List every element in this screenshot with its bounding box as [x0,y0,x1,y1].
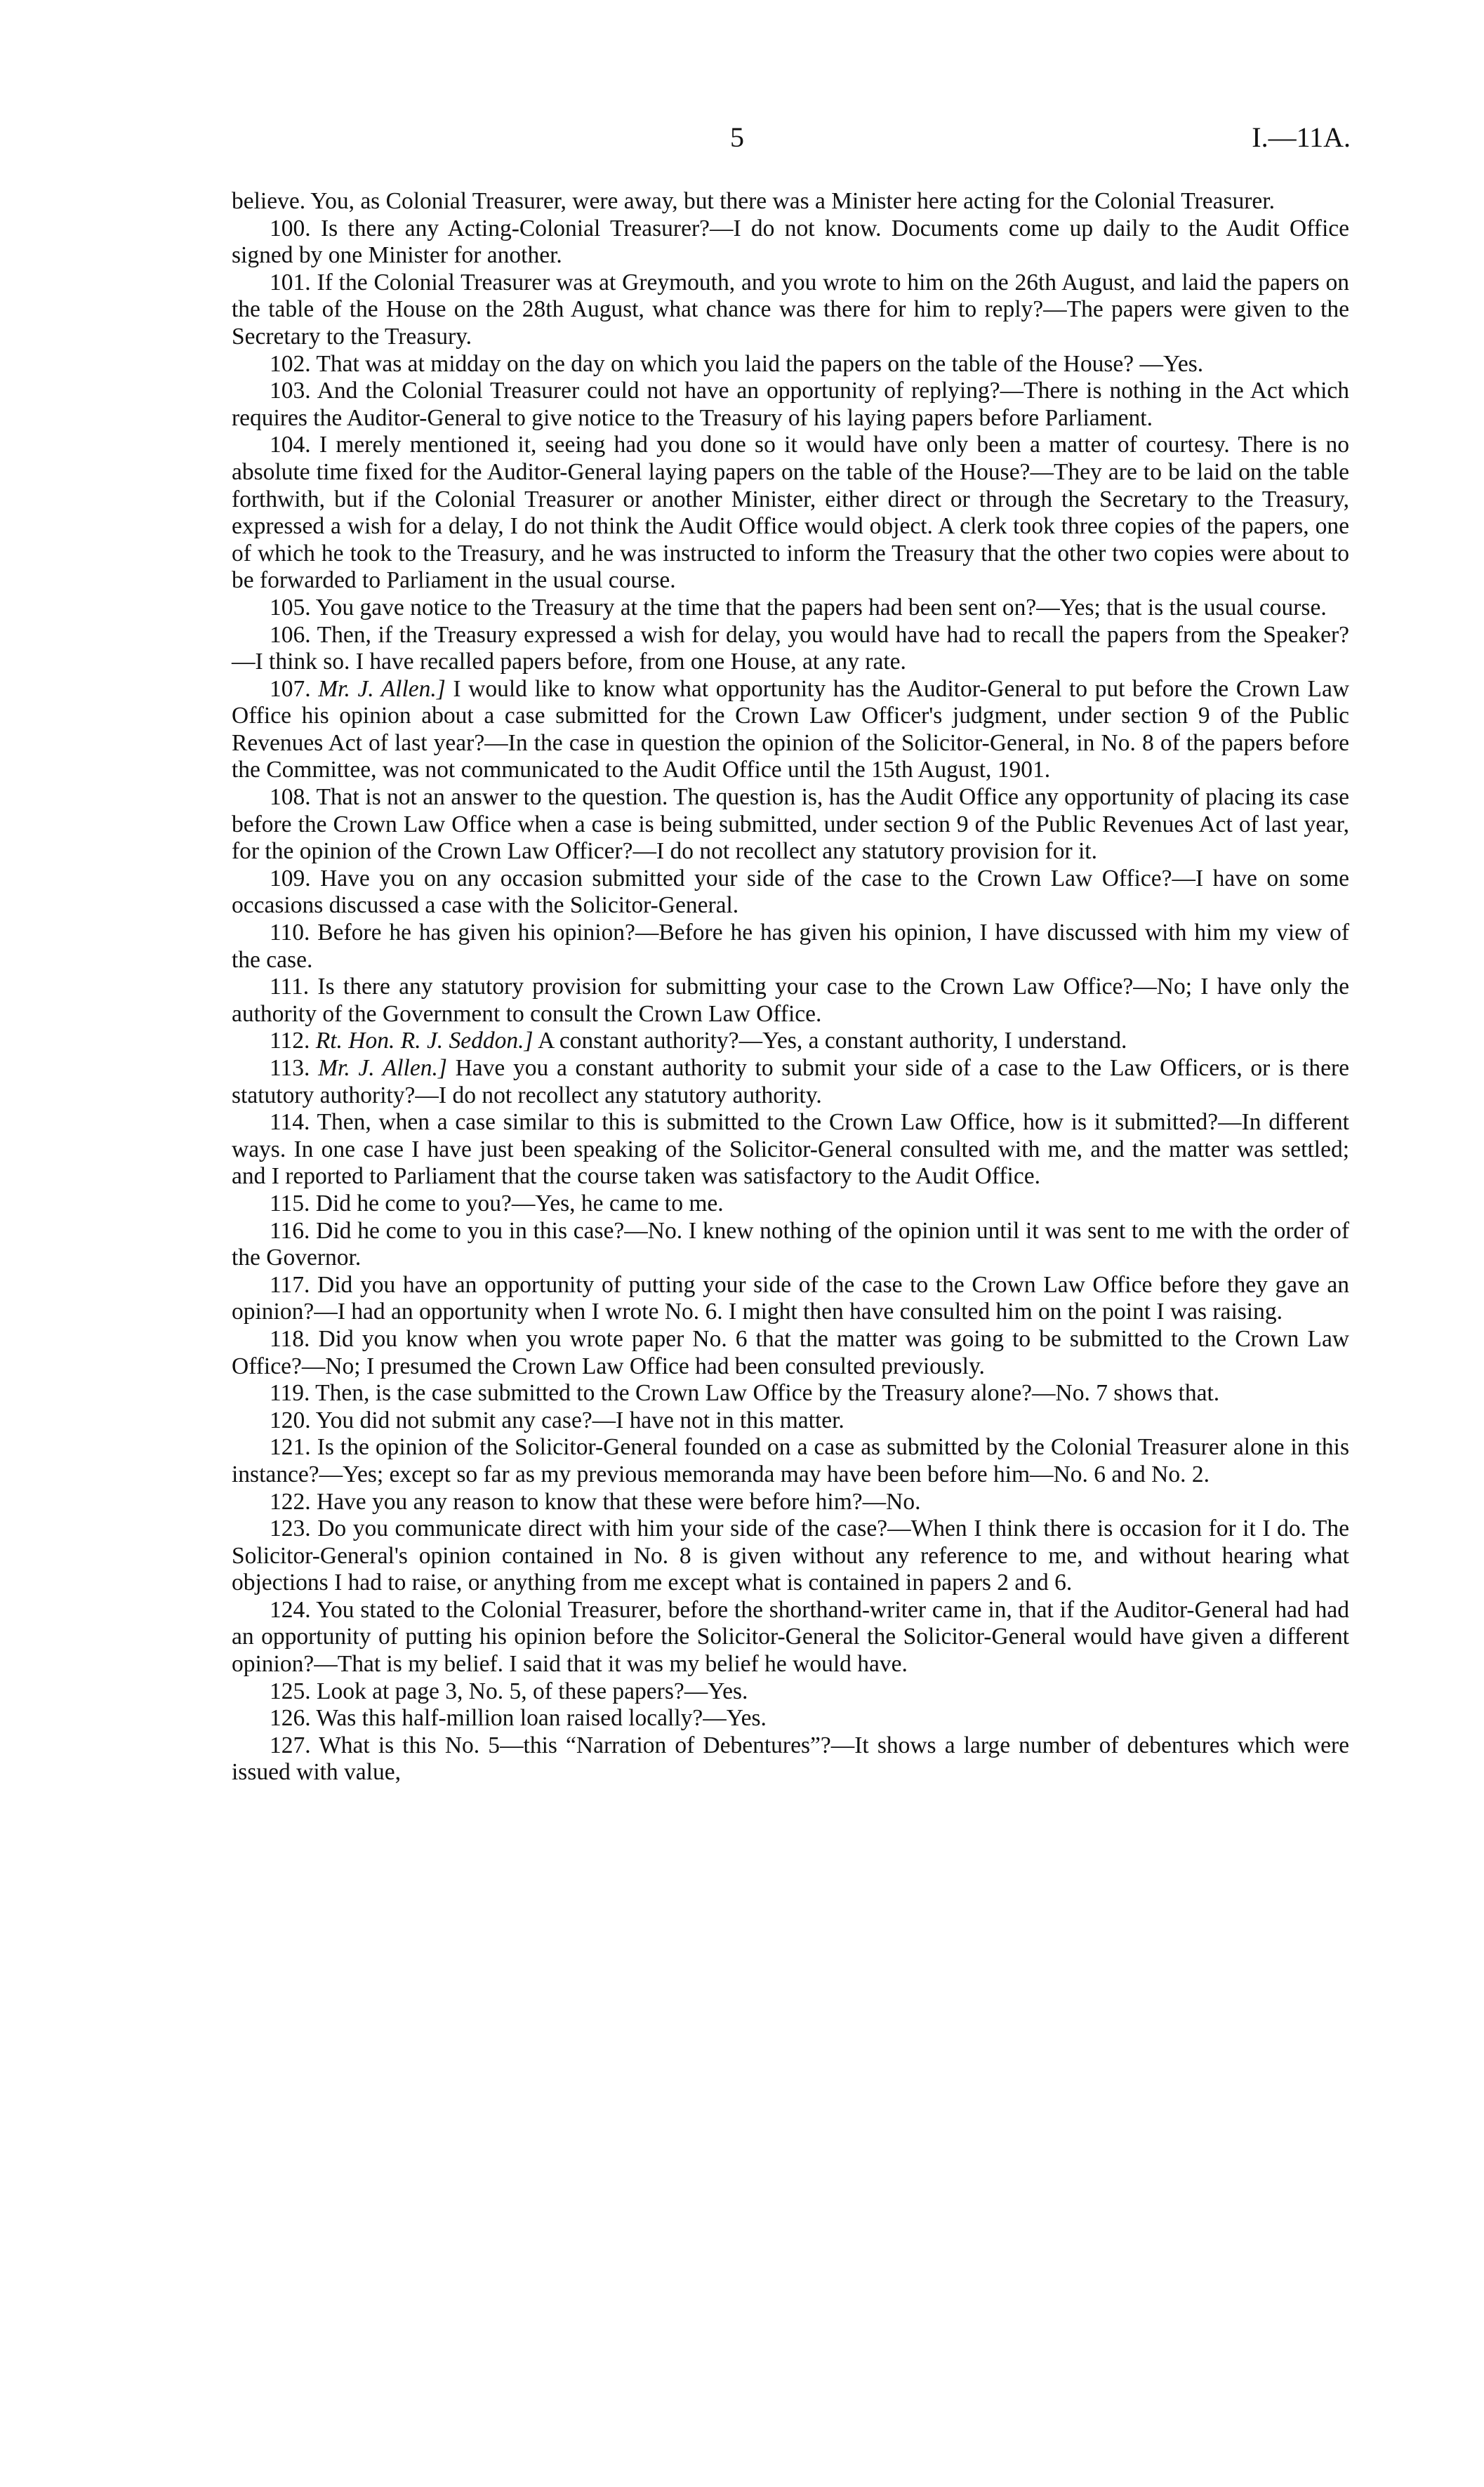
question-paragraph [232,1055,1349,1109]
speaker-name: Rt. Hon. R. J. Seddon.] [315,1028,534,1054]
question-text: Have you on any occasion submitted your side of the case to the Crown Law Office?—I have on some occasions discussed a case with the Solicitor-General. [232,865,1349,919]
question-paragraph [232,351,1349,378]
question-number: 110. [270,920,310,946]
question-paragraph [232,676,1349,784]
question-paragraph [232,1380,1349,1407]
question-text: Then, if the Treasury expressed a wish for delay, you would have had to recall the papers from the Speaker?—I think so. I have recalled papers before, from one House, at any rate. [232,621,1349,675]
question-paragraph [232,215,1349,270]
question-text: Look at page 3, No. 5, of these papers?—Yes. [317,1678,748,1704]
question-text: Then, when a case similar to this is submitted to the Crown Law Office, how is it submitted?—In different ways. In one case I have just been speaking of the Solicitor-General consulted with me, and the matter was settled; and I reported to Parliament that the course taken was satisfactory to the Audit Office. [232,1109,1349,1190]
question-paragraph [232,1407,1349,1435]
question-number: 116. [270,1217,310,1244]
question-number: 119. [270,1380,310,1407]
question-number: 100. [270,215,311,241]
question-number: 124. [270,1596,311,1623]
question-number: 105. [270,594,311,621]
question-paragraph [232,1191,1349,1218]
question-paragraph [232,1516,1349,1597]
question-paragraph [232,1028,1349,1055]
question-paragraph [232,784,1349,866]
question-paragraph [232,1489,1349,1516]
question-number: 114. [270,1109,310,1136]
question-paragraph [232,1326,1349,1380]
page-header [0,121,1484,156]
question-paragraph [232,866,1349,920]
document-reference: I.—11A. [1252,121,1351,153]
question-number: 101. [270,269,311,296]
question-number: 107. [270,675,311,702]
question-number: 120. [270,1407,311,1433]
question-number: 108. [270,784,311,811]
question-number: 115. [270,1190,310,1216]
question-paragraph [232,270,1349,351]
question-text: That was at midday on the day on which you laid the papers on the table of the House? —Yes. [316,350,1204,377]
question-text: Was this half-million loan raised locally?—Yes. [316,1705,767,1732]
question-text: Have you any reason to know that these were before him?—No. [317,1488,921,1515]
question-text: You did not submit any case?—I have not in this matter. [315,1407,844,1433]
question-paragraph [232,378,1349,432]
question-text: Do you communicate direct with him your side of the case?—When I think there is occasion for it I do. The Solicitor-General's opinion contained in No. 8 is given without any reference to me, and without hearing what objections I had to raise, or anything from me except what is contained in papers 2 and 6. [232,1516,1350,1596]
question-number: 118. [270,1325,310,1352]
question-number: 103. [270,378,311,404]
question-number: 113. [270,1055,310,1081]
question-number: 121. [270,1434,311,1461]
question-number: 122. [270,1488,311,1515]
question-paragraph [232,1732,1349,1786]
question-number: 112. [270,1028,310,1054]
question-text: A constant authority?—Yes, a constant authority, I understand. [538,1028,1127,1054]
question-paragraph [232,595,1349,622]
question-text: What is this No. 5—this “Narration of Debentures”?—It shows a large number of debentures which were issued with value, [232,1732,1349,1786]
question-paragraph [232,1705,1349,1732]
question-number: 111. [270,974,310,1000]
question-text: Is the opinion of the Solicitor-General founded on a case as submitted by the Colonial Treasurer alone in this instance?—Yes; except so far as my previous memoranda may have been before him—No. 6 and No. 2. [232,1434,1350,1487]
question-paragraph [232,920,1349,974]
question-paragraph [232,1678,1349,1706]
question-paragraph [232,1597,1349,1678]
question-number: 126. [270,1705,311,1732]
question-paragraph [232,432,1349,595]
question-text: Before he has given his opinion?—Before he has given his opinion, I have discussed with him my view of the case. [232,920,1350,973]
question-text: Did you have an opportunity of putting your side of the case to the Crown Law Office before they gave an opinion?—I had an opportunity when I wrote No. 6. I might then have consulted him on the point I was raising. [232,1271,1350,1325]
question-text: Did he come to you?—Yes, he came to me. [315,1190,724,1216]
speaker-name: Mr. J. Allen.] [318,675,446,702]
question-paragraph [232,622,1349,676]
question-text: I would like to know what opportunity has the Auditor-General to put before the Crown Law Office his opinion about a case submitted for the Crown Law Officer's judgment, under section 9 of the Public Revenues Act of last year?—In the case in question the opinion of the Solicitor-General, in No. 8 of the papers before the Committee, was not communicated to the Audit Office until the 15th August, 1901. [232,675,1350,783]
question-text: And the Colonial Treasurer could not have an opportunity of replying?—There is nothing in the Act which requires the Auditor-General to give notice to the Treasury of his laying papers before Parliament. [232,378,1349,431]
question-number: 104. [270,432,311,458]
continuation-paragraph: believe. You, as Colonial Treasurer, were away, but there was a Minister here acting for the Colonial Treasurer. [232,188,1275,214]
page-number: 5 [730,121,744,153]
question-paragraph [232,1434,1349,1488]
question-number: 102. [270,350,311,377]
question-paragraph [232,1272,1349,1326]
question-text: Is there any Acting-Colonial Treasurer?—I do not know. Documents come up daily to the Audit Office signed by one Minister for another. [232,215,1349,269]
question-number: 109. [270,865,311,891]
speaker-name: Mr. J. Allen.] [318,1055,447,1081]
question-text: Have you a constant authority to submit your side of a case to the Law Officers, or is there statutory authority?—I do not recollect any statutory authority. [232,1055,1350,1108]
question-number: 117. [270,1271,310,1298]
question-number: 127. [270,1732,311,1758]
question-text: Did he come to you in this case?—No. I knew nothing of the opinion until it was sent to me with the order of the Governor. [232,1217,1349,1271]
question-number: 125. [270,1678,311,1704]
question-text: If the Colonial Treasurer was at Greymouth, and you wrote to him on the 26th August, and laid the papers on the table of the House on the 28th August, what chance was there for him to reply?—The papers were given to the Secretary to the Treasury. [232,269,1350,350]
question-text: That is not an answer to the question. The question is, has the Audit Office any opportunity of placing its case before the Crown Law Office when a case is being submitted, under section 9 of the Public Revenues Act of last year, for the opinion of the Crown Law Officer?—I do not recollect any statutory provision for it. [232,784,1349,865]
question-text: Is there any statutory provision for submitting your case to the Crown Law Office?—No; I have only the authority of the Government to consult the Crown Law Office. [232,974,1349,1027]
question-text: You stated to the Colonial Treasurer, before the shorthand-writer came in, that if the Auditor-General had had an opportunity of putting his opinion before the Solicitor-General the Solicitor-General would have given a different opinion?—That is my belief. I said that it was my belief he would have. [232,1596,1349,1678]
document-body [232,188,1349,1786]
question-number: 123. [270,1516,311,1542]
question-text: You gave notice to the Treasury at the time that the papers had been sent on?—Yes; that is the usual course. [315,594,1327,621]
question-paragraph [232,1109,1349,1191]
question-number: 106. [270,621,311,648]
question-paragraph [232,974,1349,1028]
question-text: Then, is the case submitted to the Crown Law Office by the Treasury alone?—No. 7 shows that. [315,1380,1220,1407]
question-paragraph [232,1218,1349,1272]
question-text: Did you know when you wrote paper No. 6 that the matter was going to be submitted to the Crown Law Office?—No; I presumed the Crown Law Office had been consulted previously. [232,1325,1350,1379]
question-text: I merely mentioned it, seeing had you done so it would have only been a matter of courtesy. There is no absolute time fixed for the Auditor-General laying papers on the table of the House?—They are to be laid on the table forthwith, but if the Colonial Treasurer or another Minister, either direct or through the Secretary to the Treasury, expressed a wish for a delay, I do not think the Audit Office would object. A clerk took three copies of the papers, one of which he took to the Treasury, and he was instructed to inform the Treasury that the other two copies were about to be forwarded to Parliament in the usual course. [232,432,1350,594]
